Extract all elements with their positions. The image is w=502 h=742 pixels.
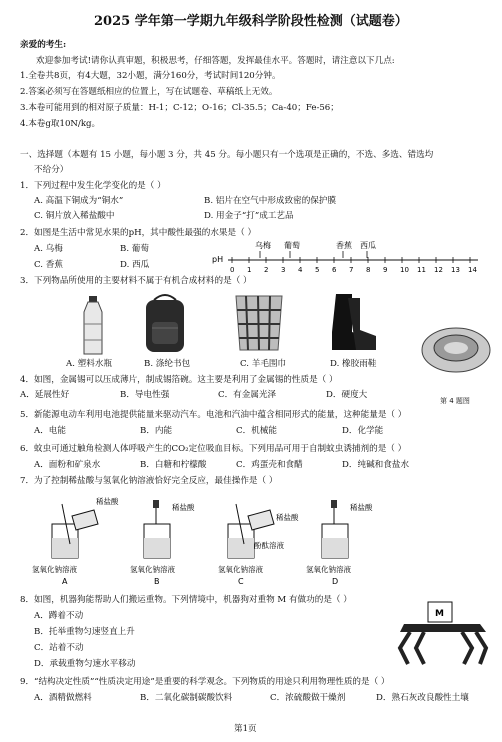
ph-tick-label: 11 bbox=[417, 266, 426, 274]
q2-option-d: D. 西瓜 bbox=[120, 260, 150, 270]
titration-diagram bbox=[32, 494, 402, 586]
q2-stem: 2．如图是生活中常见水果的pH，其中酸性最强的水果是（ ） bbox=[20, 228, 257, 238]
ph-tick-label: 5 bbox=[315, 266, 320, 274]
q4-option-a: A．延展性好 bbox=[20, 390, 70, 400]
q1-stem: 1．下列过程中发生化学变化的是（ ） bbox=[20, 181, 166, 191]
ph-tick-label: 13 bbox=[451, 266, 460, 274]
weight-m-label: M bbox=[435, 609, 444, 619]
q9-option-a: A．酒精做燃料 bbox=[34, 693, 92, 703]
option-letter: C bbox=[238, 577, 244, 586]
section-heading-cont: 不给分） bbox=[34, 165, 69, 175]
q4-figure-caption: 第 4 题图 bbox=[440, 397, 470, 405]
naoh-label: 氢氧化钠溶液 bbox=[306, 565, 351, 574]
ph-tick-label: 12 bbox=[434, 266, 443, 274]
note-1: 1.全卷共8页，有4大题，32小题，满分160分，考试时间120分钟。 bbox=[20, 71, 281, 81]
q4-stem: 4．如图，金属锡可以压成薄片，制成锡箔碗。这主要是利用了金属锡的性质是（ ） bbox=[20, 375, 338, 385]
acid-label: 稀盐酸 bbox=[350, 503, 373, 512]
note-2: 2.答案必须写在答题纸相应的位置上，写在试题卷、草稿纸上无效。 bbox=[20, 87, 278, 97]
robot-dog-image bbox=[390, 600, 496, 670]
ph-tick-label: 2 bbox=[264, 266, 269, 274]
q5-option-d: D．化学能 bbox=[342, 426, 384, 436]
q1-option-b: B. 铝片在空气中形成致密的保护膜 bbox=[204, 196, 337, 206]
q5-option-c: C．机械能 bbox=[236, 426, 277, 436]
q9-option-b: B．二氧化碳制碳酸饮料 bbox=[140, 693, 233, 703]
q6-option-a: A．面粉和矿泉水 bbox=[34, 460, 101, 470]
wool-scarf-image bbox=[228, 292, 290, 354]
q1-option-c: C. 铜片放入稀盐酸中 bbox=[34, 211, 115, 221]
q8-option-d: D．承载重物匀速水平移动 bbox=[34, 659, 136, 669]
q2-option-b: B. 葡萄 bbox=[120, 244, 149, 254]
q8-option-c: C．站着不动 bbox=[34, 643, 84, 653]
q9-option-c: C．浓硫酸做干燥剂 bbox=[270, 693, 346, 703]
q4-option-d: D．硬度大 bbox=[326, 390, 368, 400]
option-letter: A bbox=[62, 577, 68, 586]
ph-fruit-label: 香蕉 bbox=[336, 241, 352, 250]
ph-tick-label: 9 bbox=[383, 266, 388, 274]
rain-boots-image bbox=[322, 292, 382, 354]
ph-tick-label: 14 bbox=[468, 266, 477, 274]
naoh-label: 氢氧化钠溶液 bbox=[130, 565, 175, 574]
ph-axis-label: pH bbox=[212, 255, 224, 264]
ph-tick-label: 10 bbox=[400, 266, 409, 274]
q8-option-a: A．蹲着不动 bbox=[34, 611, 84, 621]
ph-tick-label: 7 bbox=[349, 266, 354, 274]
q7-stem: 7．为了控制稀盐酸与氢氧化钠溶液恰好完全反应，最佳操作是（ ） bbox=[20, 476, 278, 486]
tin-foil-bowl-image bbox=[416, 318, 496, 388]
section-heading: 一、选择题（本题有 15 小题，每小题 3 分，共 45 分。每小题只有一个选项是正确的，不选、多选、错选均 bbox=[20, 150, 434, 160]
ph-tick-label: 3 bbox=[281, 266, 286, 274]
q3-option-b: B. 涤纶书包 bbox=[144, 359, 191, 369]
backpack-image bbox=[140, 292, 190, 354]
option-letter: B bbox=[154, 577, 160, 586]
ph-tick-label: 6 bbox=[332, 266, 337, 274]
note-3: 3.本卷可能用到的相对原子质量：H-1；C-12；O-16；Cl-35.5；Ca-40；Fe-56； bbox=[20, 103, 339, 113]
phenolphthalein-label: 酚酞溶液 bbox=[254, 541, 284, 550]
ph-fruit-label: 乌梅 bbox=[255, 241, 271, 250]
q3-option-c: C. 羊毛围巾 bbox=[240, 359, 287, 369]
greeting: 亲爱的考生: bbox=[20, 40, 67, 50]
ph-tick-label: 0 bbox=[230, 266, 235, 274]
acid-label: 稀盐酸 bbox=[276, 513, 299, 522]
ph-tick-label: 8 bbox=[366, 266, 371, 274]
naoh-label: 氢氧化钠溶液 bbox=[218, 565, 263, 574]
q3-option-a: A. 塑料水瓶 bbox=[66, 359, 113, 369]
q5-option-b: B．内能 bbox=[140, 426, 173, 436]
note-4: 4.本卷g取10N/kg。 bbox=[20, 119, 101, 129]
q6-option-c: C．鸡蛋壳和食醋 bbox=[236, 460, 303, 470]
ph-scale-diagram bbox=[210, 238, 485, 276]
q8-stem: 8．如图，机器狗能帮助人们搬运重物。下列情境中，机器狗对重物 M 有做功的是（ ） bbox=[20, 595, 352, 605]
intro-line: 欢迎参加考试!请你认真审题，积极思考，仔细答题，发挥最佳水平。答题时，请注意以下几点: bbox=[36, 56, 395, 66]
q3-option-d: D. 橡胶雨鞋 bbox=[330, 359, 377, 369]
acid-label: 稀盐酸 bbox=[96, 497, 119, 506]
q2-option-a: A. 乌梅 bbox=[34, 244, 63, 254]
q1-option-d: D. 用金子“打”成工艺品 bbox=[204, 211, 294, 221]
q9-option-d: D．熟石灰改良酸性土壤 bbox=[376, 693, 469, 703]
q6-option-d: D．纯碱和食盐水 bbox=[342, 460, 410, 470]
page-number: 第1页 bbox=[234, 724, 257, 734]
q2-option-c: C. 香蕉 bbox=[34, 260, 63, 270]
q6-stem: 6．蚊虫可通过触角检测人体呼吸产生的CO₂定位吸血目标。下列用品可用于自制蚊虫诱捕剂的是（ ） bbox=[20, 444, 407, 454]
q6-option-b: B．白糖和柠檬酸 bbox=[140, 460, 207, 470]
q5-option-a: A．电能 bbox=[34, 426, 66, 436]
q9-stem: 9．“结构决定性质”“性质决定用途”是重要的科学观念。下列物质的用途只利用物理性质的是（ ） bbox=[20, 677, 390, 687]
acid-label: 稀盐酸 bbox=[172, 503, 195, 512]
q3-stem: 3．下列物品所使用的主要材料不属于有机合成材料的是（ ） bbox=[20, 276, 252, 286]
q8-option-b: B．托举重物匀速竖直上升 bbox=[34, 627, 135, 637]
q1-option-a: A. 高温下铜成为“铜水” bbox=[34, 196, 124, 206]
q4-option-b: B．导电性强 bbox=[120, 390, 170, 400]
q4-option-c: C．有金属光泽 bbox=[218, 390, 277, 400]
plastic-bottle-image bbox=[78, 296, 108, 356]
ph-fruit-label: 西瓜 bbox=[360, 241, 376, 250]
option-letter: D bbox=[332, 577, 339, 586]
q5-stem: 5．新能源电动车利用电池提供能量来驱动汽车。电池和汽油中蕴含相同形式的能量，这种能量是（ ） bbox=[20, 410, 407, 420]
ph-tick-label: 1 bbox=[247, 266, 252, 274]
ph-tick-label: 4 bbox=[298, 266, 303, 274]
page-title: 2025 学年第一学期九年级科学阶段性检测（试题卷） bbox=[94, 14, 408, 29]
naoh-label: 氢氧化钠溶液 bbox=[32, 565, 77, 574]
ph-fruit-label: 葡萄 bbox=[284, 241, 300, 250]
